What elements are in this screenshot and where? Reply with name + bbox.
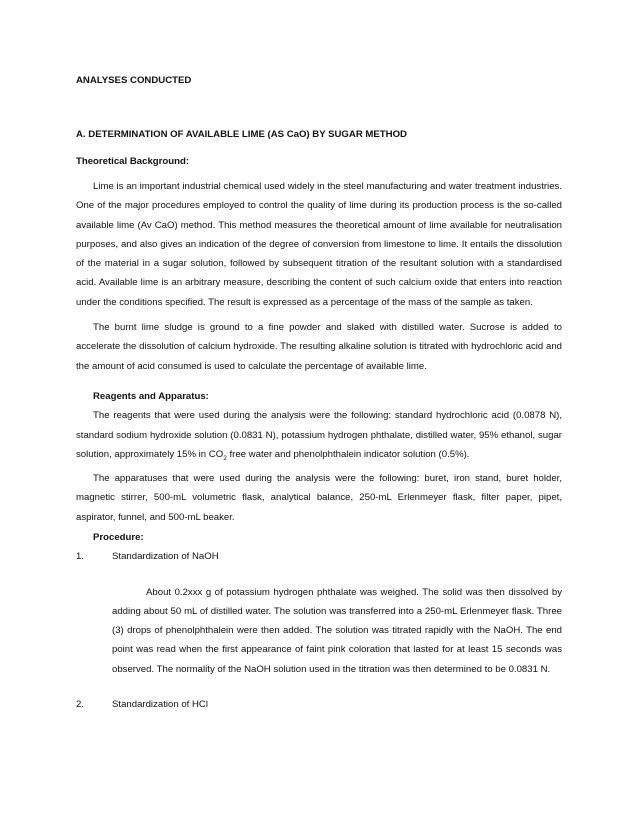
reagents-section bbox=[76, 387, 562, 527]
theory-heading: Theoretical Background: bbox=[76, 156, 190, 167]
step-2-title: Standardization of HCl bbox=[112, 699, 208, 711]
subsection-title-block bbox=[76, 128, 562, 142]
co2-subscript: 2 bbox=[223, 454, 227, 462]
step-2-number: 2. bbox=[76, 699, 85, 711]
procedure-step-2 bbox=[76, 695, 562, 714]
procedure-heading: Procedure: bbox=[93, 532, 144, 543]
subsection-title: A. DETERMINATION OF AVAILABLE LIME (AS CaO) BY SUGAR METHOD bbox=[76, 129, 407, 140]
reagents-text-b: free water and phenolphthalein indicator solution (0.5%). bbox=[226, 448, 470, 460]
step-1-title: Standardization of NaOH bbox=[112, 551, 219, 563]
procedure-section bbox=[76, 528, 562, 714]
theory-paragraph-1: Lime is an important industrial chemical used widely in the steel manufacturing and water treatment industries. One of the major procedures employed to control the quality of lime during its production process is the so-called available lime (Av CaO) method. This method measures the theoretical amount of lime available for neutralisation purposes, and also gives an indication of the degree of conversion from limestone to lime. It entails the dissolution of the material in a sugar solution, followed by subsequent titration of the resultant solution with a standardised acid. Available lime is an arbitrary measure, describing the content of such calcium oxide that enters into reaction under the conditions specified. The result is expressed as a percentage of the mass of the sample as taken. bbox=[76, 181, 562, 308]
theory-section bbox=[76, 177, 562, 376]
procedure-step-1 bbox=[76, 547, 562, 566]
step-1-text: About 0.2xxx g of potassium hydrogen phthalate was weighed. The solid was then dissolved by adding about 50 mL of distilled water. The solution was transferred into a 250-mL Erlenmeyer flask. Three (3) drops of phenolphthalein were then added. The solution was titrated rapidly with the NaOH. The end point was read when the first appearance of faint pink coloration that lasted for at least 15 seconds was observed. The normality of the NaOH solution used in the titration was then determined to be 0.0831 N. bbox=[112, 586, 562, 675]
section-title-block bbox=[76, 74, 562, 88]
reagents-paragraph-2: The apparatuses that were used during the analysis were the following: buret, iron stand, buret holder, magnetic stirrer, 500-mL volumetric flask, analytical balance, 250-mL Erlenmeyer flask, filter paper, pipet, aspirator, funnel, and 500-mL beaker. bbox=[76, 473, 562, 523]
reagents-paragraph-1 bbox=[76, 406, 562, 464]
reagents-heading: Reagents and Apparatus: bbox=[93, 391, 209, 402]
step-1-number: 1. bbox=[76, 551, 85, 563]
reagents-text-a: The reagents that were used during the analysis were the following: standard hydrochloric acid (0.0878 N), standard sodium hydroxide solution (0.0831 N), potassium hydrogen phthalate, distilled water, 95% ethanol, sugar solution, approximately 15% in CO bbox=[76, 410, 562, 460]
theory-paragraph-2: The burnt lime sludge is ground to a fine powder and slaked with distilled water. Sucrose is added to accelerate the dissolution of calcium hydroxide. The resulting alkaline solution is titrated with hydrochloric acid and the amount of acid consumed is used to calculate the percentage of available lime. bbox=[76, 322, 562, 372]
theory-heading-block bbox=[76, 155, 562, 169]
section-title: ANALYSES CONDUCTED bbox=[76, 75, 192, 86]
